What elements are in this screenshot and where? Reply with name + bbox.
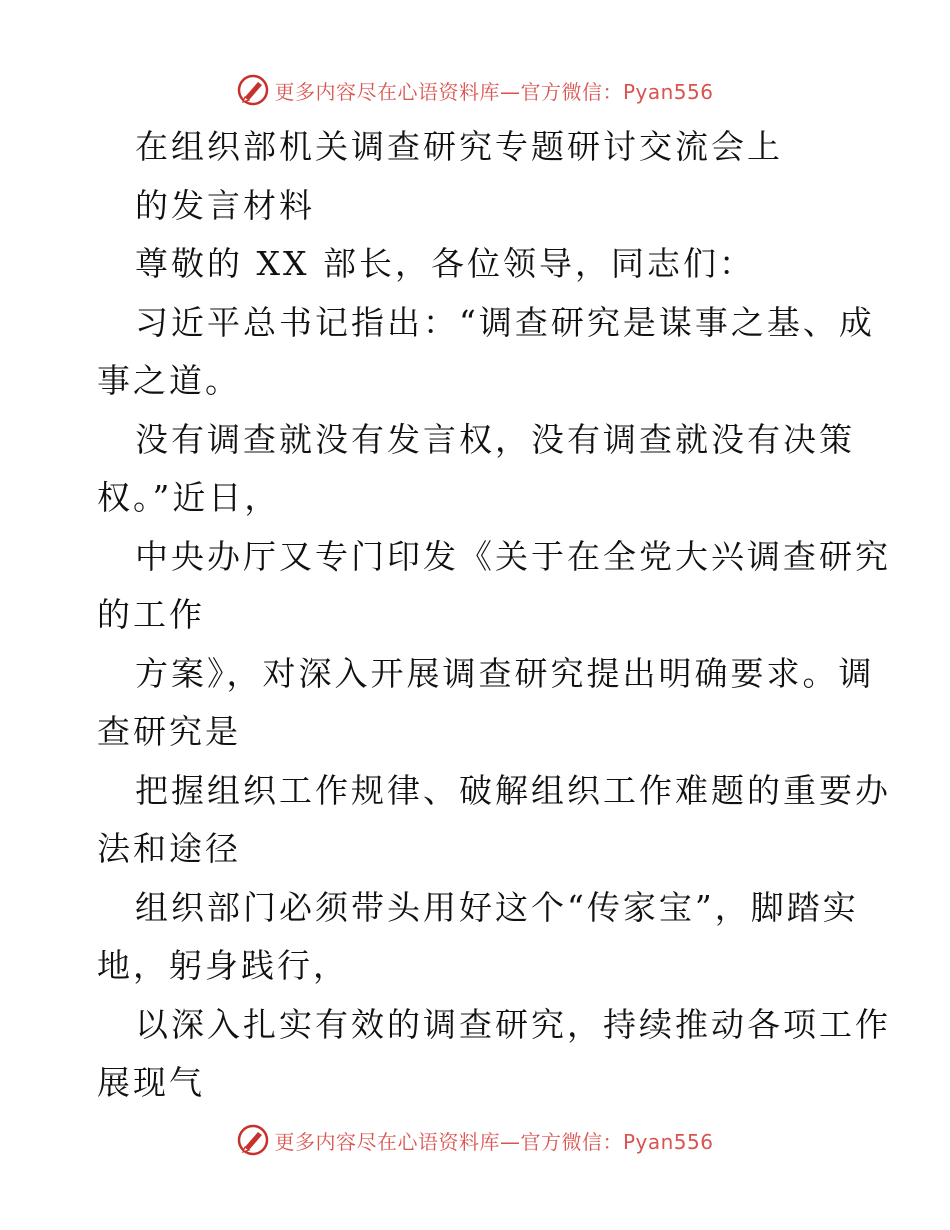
text-line: 地，躬身践行， <box>97 946 349 985</box>
text-line: 权。”近日， <box>97 478 281 517</box>
text-line: 在组织部机关调查研究专题研讨交流会上 <box>135 127 783 166</box>
text-line: 的发言材料 <box>135 185 315 225</box>
text-line: 尊敬的 XX 部长，各位领导，同志们： <box>135 244 755 283</box>
text-line: 没有调查就没有发言权，没有调查就没有决策 <box>135 419 855 459</box>
text-line: 法和途径 <box>97 829 241 868</box>
header-watermark-banner <box>0 68 950 112</box>
text-line: 以深入扎实有效的调查研究，持续推动各项工作 <box>135 1004 891 1044</box>
text-line: 的工作 <box>97 595 205 634</box>
text-line: 中央办厅又专门印发《关于在全党大兴调查研究 <box>135 536 891 576</box>
text-line: 展现气 <box>97 1063 205 1102</box>
watermark-text: 更多内容尽在心语资料库—官方微信：Pyan556 <box>274 1129 714 1154</box>
text-line: 组织部门必须带头用好这个“传家宝”，脚踏实 <box>135 887 859 927</box>
document-body <box>97 118 891 1113</box>
text-line: 习近平总书记指出：“调查研究是谋事之基、成 <box>135 302 875 342</box>
watermark-text: 更多内容尽在心语资料库—官方微信：Pyan556 <box>274 79 714 104</box>
text-line: 事之道。 <box>97 361 241 400</box>
pen-logo-icon <box>236 73 270 107</box>
pen-logo-icon <box>236 1123 270 1157</box>
text-line: 查研究是 <box>97 712 241 751</box>
text-line: 把握组织工作规律、破解组织工作难题的重要办 <box>135 770 891 810</box>
footer-watermark-banner <box>0 1118 950 1162</box>
text-line: 方案》，对深入开展调查研究提出明确要求。调 <box>135 653 875 693</box>
